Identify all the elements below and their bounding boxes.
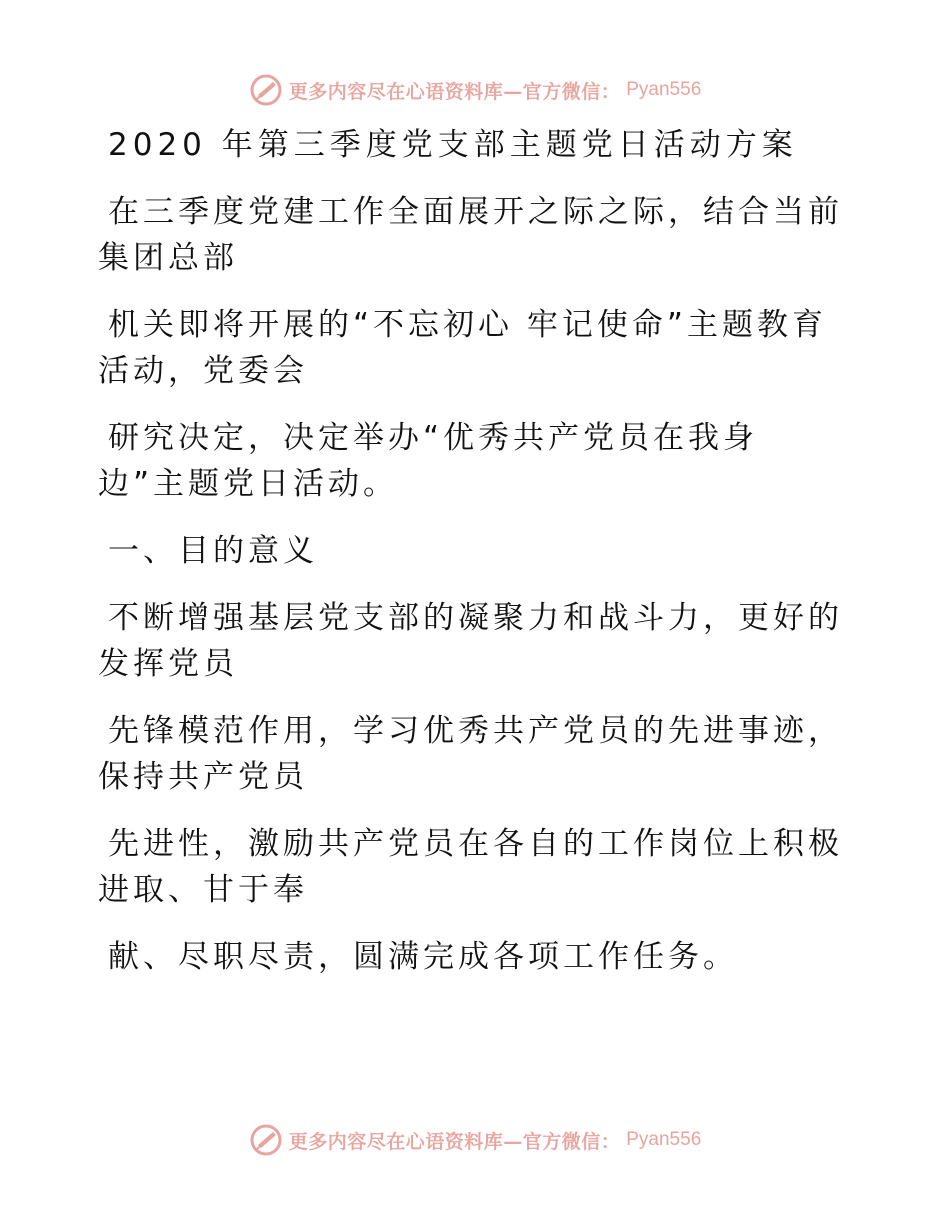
paragraph-line: 进取、甘于奉 [98, 872, 308, 908]
banner-wechat-id: Pyan556 [626, 79, 702, 100]
banner-text: 更多内容尽在心语资料库—官方微信： [288, 1130, 621, 1153]
footer-watermark-banner [0, 1120, 950, 1160]
paragraph-line: 活动，党委会 [98, 353, 308, 389]
header-watermark-banner [0, 70, 950, 110]
paragraph-line: 保持共产党员 [98, 759, 308, 795]
banner-text: 更多内容尽在心语资料库—官方微信： [288, 80, 621, 103]
banner-wechat-id: Pyan556 [626, 1129, 702, 1150]
paragraph-line: 研究决定，决定举办“优秀共产党员在我身 [108, 420, 759, 456]
paragraph-line: 机关即将开展的“不忘初心 牢记使命”主题教育 [108, 307, 827, 343]
paragraph-line: 献、尽职尽责，圆满完成各项工作任务。 [108, 939, 738, 975]
book-pen-icon [249, 1123, 283, 1157]
document-body [98, 122, 858, 980]
paragraph-line: 发挥党员 [98, 646, 238, 682]
document-title: 2020 年第三季度党支部主题党日活动方案 [108, 127, 798, 163]
section-heading: 一、目的意义 [108, 533, 318, 569]
paragraph-line: 不断增强基层党支部的凝聚力和战斗力，更好的 [108, 600, 843, 636]
paragraph-line: 先进性，激励共产党员在各自的工作岗位上积极 [108, 826, 843, 862]
paragraph-line: 边”主题党日活动。 [98, 466, 399, 502]
paragraph-line: 先锋模范作用，学习优秀共产党员的先进事迹， [108, 713, 843, 749]
book-pen-icon [249, 73, 283, 107]
paragraph-line: 在三季度党建工作全面展开之际之际，结合当前 [108, 194, 843, 230]
paragraph-line: 集团总部 [98, 240, 238, 276]
